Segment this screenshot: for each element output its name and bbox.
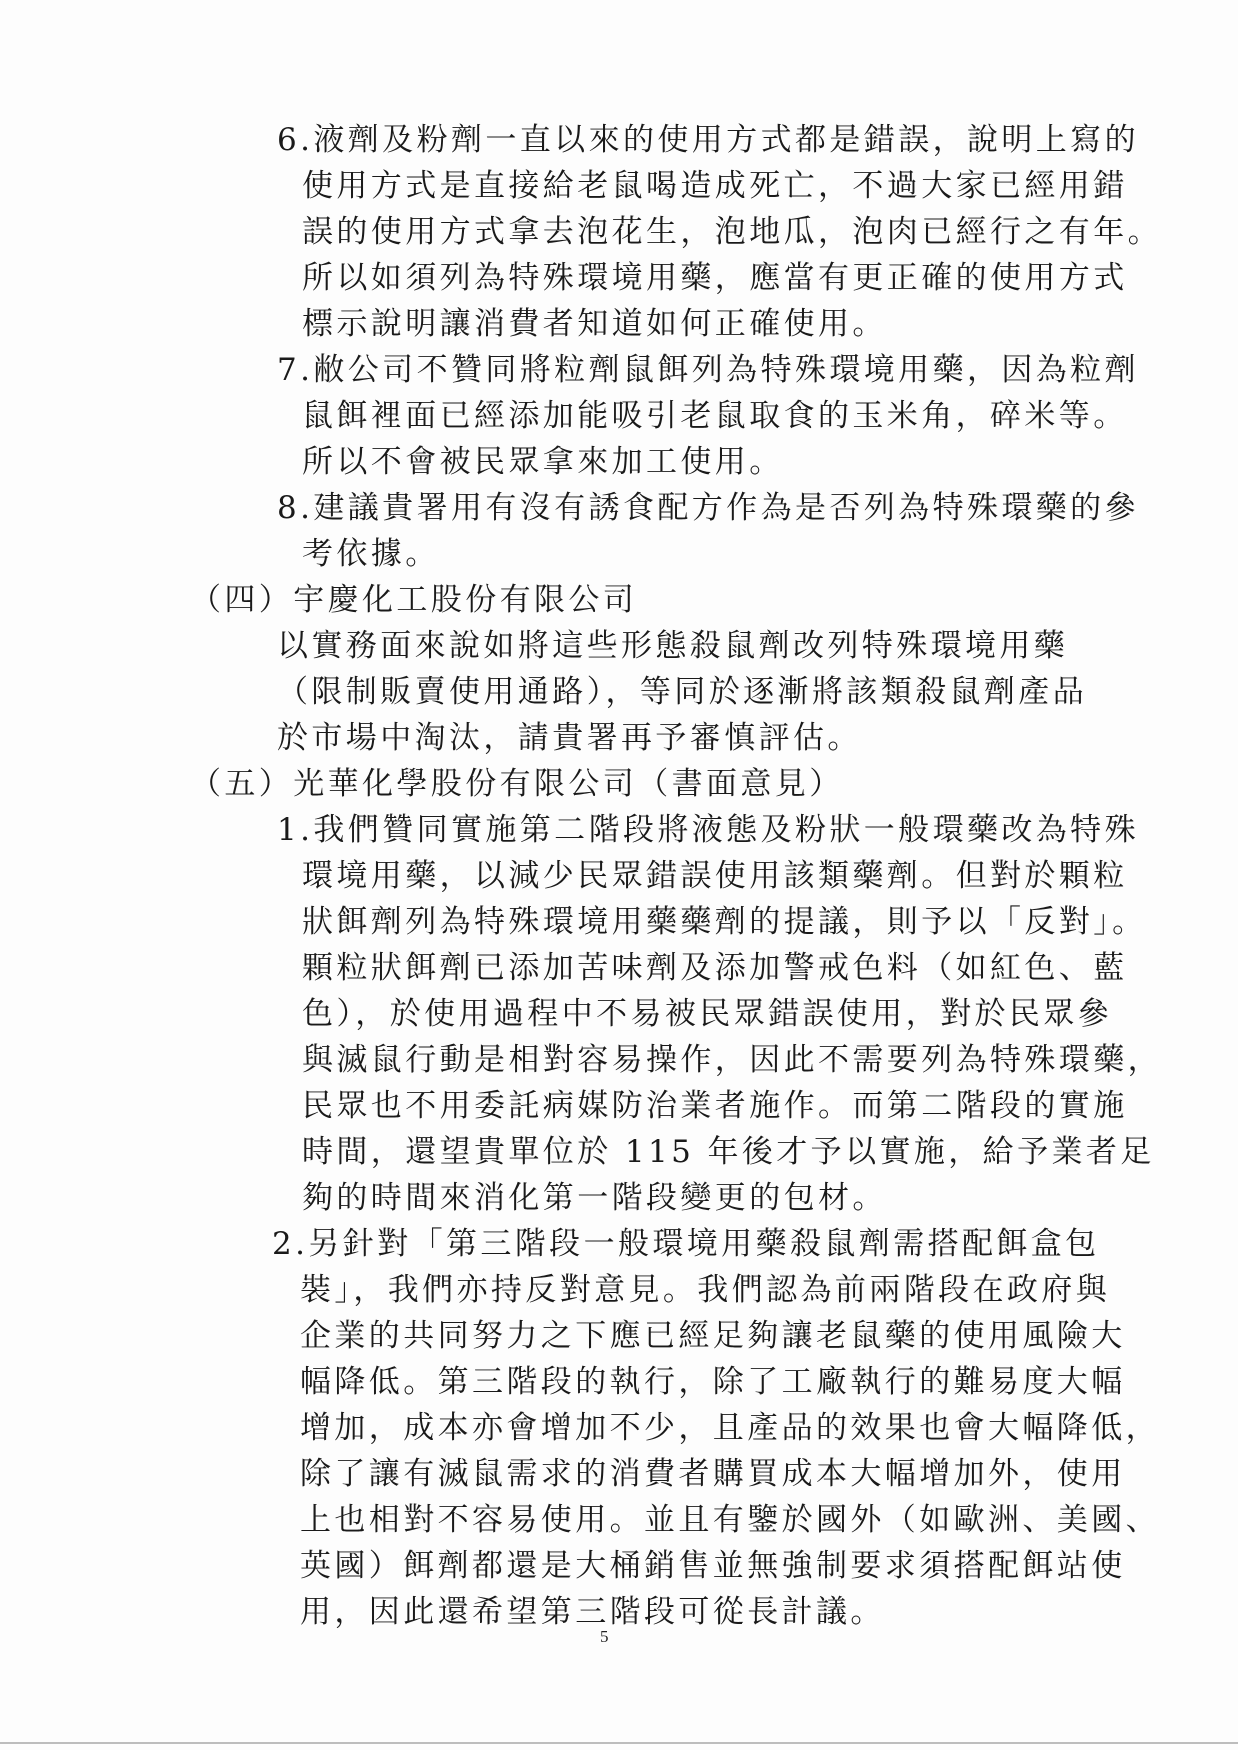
section-5-item-2-line: 裝」，我們亦持反對意見。我們認為前兩階段在政府與 bbox=[300, 1272, 1111, 1308]
section-5-item-2-line: 用，因此還希望第三階段可從長計議。 bbox=[300, 1594, 885, 1630]
section-5-item-1-line: 時間，還望貴單位於 115 年後才予以實施，給予業者足 bbox=[302, 1134, 1155, 1170]
section-5-item-2-line: 企業的共同努力之下應已經足夠讓老鼠藥的使用風險大 bbox=[300, 1318, 1126, 1354]
section-5-item-2-line: 英國）餌劑都還是大桶銷售並無強制要求須搭配餌站使 bbox=[300, 1548, 1126, 1584]
item-7-line: 7.敝公司不贊同將粒劑鼠餌列為特殊環境用藥，因為粒劑 bbox=[277, 352, 1139, 388]
section-4-line: 以實務面來說如將這些形態殺鼠劑改列特殊環境用藥 bbox=[277, 628, 1069, 664]
section-5-item-1-line: 色），於使用過程中不易被民眾錯誤使用，對於民眾參 bbox=[302, 996, 1113, 1032]
section-5-heading: （五）光華化學股份有限公司（書面意見） bbox=[190, 766, 844, 802]
item-6-line: 6.液劑及粉劑一直以來的使用方式都是錯誤，說明上寫的 bbox=[277, 122, 1139, 158]
scan-edge-divider bbox=[0, 1742, 1238, 1744]
section-5-item-2-line: 上也相對不容易使用。並且有鑒於國外（如歐洲、美國、 bbox=[300, 1502, 1160, 1538]
section-5-item-2-line: 2.另針對「第三階段一般環境用藥殺鼠劑需搭配餌盒包 bbox=[272, 1226, 1100, 1262]
section-5-item-1-line: 1.我們贊同實施第二階段將液態及粉狀一般環藥改為特殊 bbox=[277, 812, 1139, 848]
section-5-item-2-line: 幅降低。第三階段的執行，除了工廠執行的難易度大幅 bbox=[300, 1364, 1126, 1400]
item-8-line: 8.建議貴署用有沒有誘食配方作為是否列為特殊環藥的參 bbox=[277, 490, 1139, 526]
item-7-line: 鼠餌裡面已經添加能吸引老鼠取食的玉米角，碎米等。 bbox=[302, 398, 1128, 434]
page-number: 5 bbox=[600, 1627, 609, 1646]
section-5-item-1-line: 民眾也不用委託病媒防治業者施作。而第二階段的實施 bbox=[302, 1088, 1128, 1124]
section-4-line: （限制販賣使用通路），等同於逐漸將該類殺鼠劑產品 bbox=[277, 674, 1088, 710]
section-5-item-1-line: 與滅鼠行動是相對容易操作，因此不需要列為特殊環藥， bbox=[302, 1042, 1162, 1078]
section-5-item-1-line: 顆粒狀餌劑已添加苦味劑及添加警戒色料（如紅色、藍 bbox=[302, 950, 1128, 986]
item-6-line: 誤的使用方式拿去泡花生，泡地瓜，泡肉已經行之有年。 bbox=[302, 214, 1162, 250]
section-5-item-1-line: 狀餌劑列為特殊環境用藥藥劑的提議，則予以「反對」。 bbox=[302, 904, 1147, 940]
section-5-item-1-line: 環境用藥，以減少民眾錯誤使用該類藥劑。但對於顆粒 bbox=[302, 858, 1128, 894]
section-4-line: 於市場中淘汰，請貴署再予審慎評估。 bbox=[277, 720, 862, 756]
section-4-heading: （四）宇慶化工股份有限公司 bbox=[190, 582, 638, 618]
item-6-line: 使用方式是直接給老鼠喝造成死亡，不過大家已經用錯 bbox=[302, 168, 1128, 204]
item-6-line: 標示說明讓消費者知道如何正確使用。 bbox=[302, 306, 887, 342]
item-6-line: 所以如須列為特殊環境用藥，應當有更正確的使用方式 bbox=[302, 260, 1128, 296]
section-5-item-2-line: 除了讓有滅鼠需求的消費者購買成本大幅增加外，使用 bbox=[300, 1456, 1126, 1492]
item-7-line: 所以不會被民眾拿來加工使用。 bbox=[302, 444, 784, 480]
section-5-item-1-line: 夠的時間來消化第一階段變更的包材。 bbox=[302, 1180, 887, 1216]
item-8-line: 考依據。 bbox=[302, 536, 440, 572]
section-5-item-2-line: 增加，成本亦會增加不少，且產品的效果也會大幅降低， bbox=[300, 1410, 1160, 1446]
